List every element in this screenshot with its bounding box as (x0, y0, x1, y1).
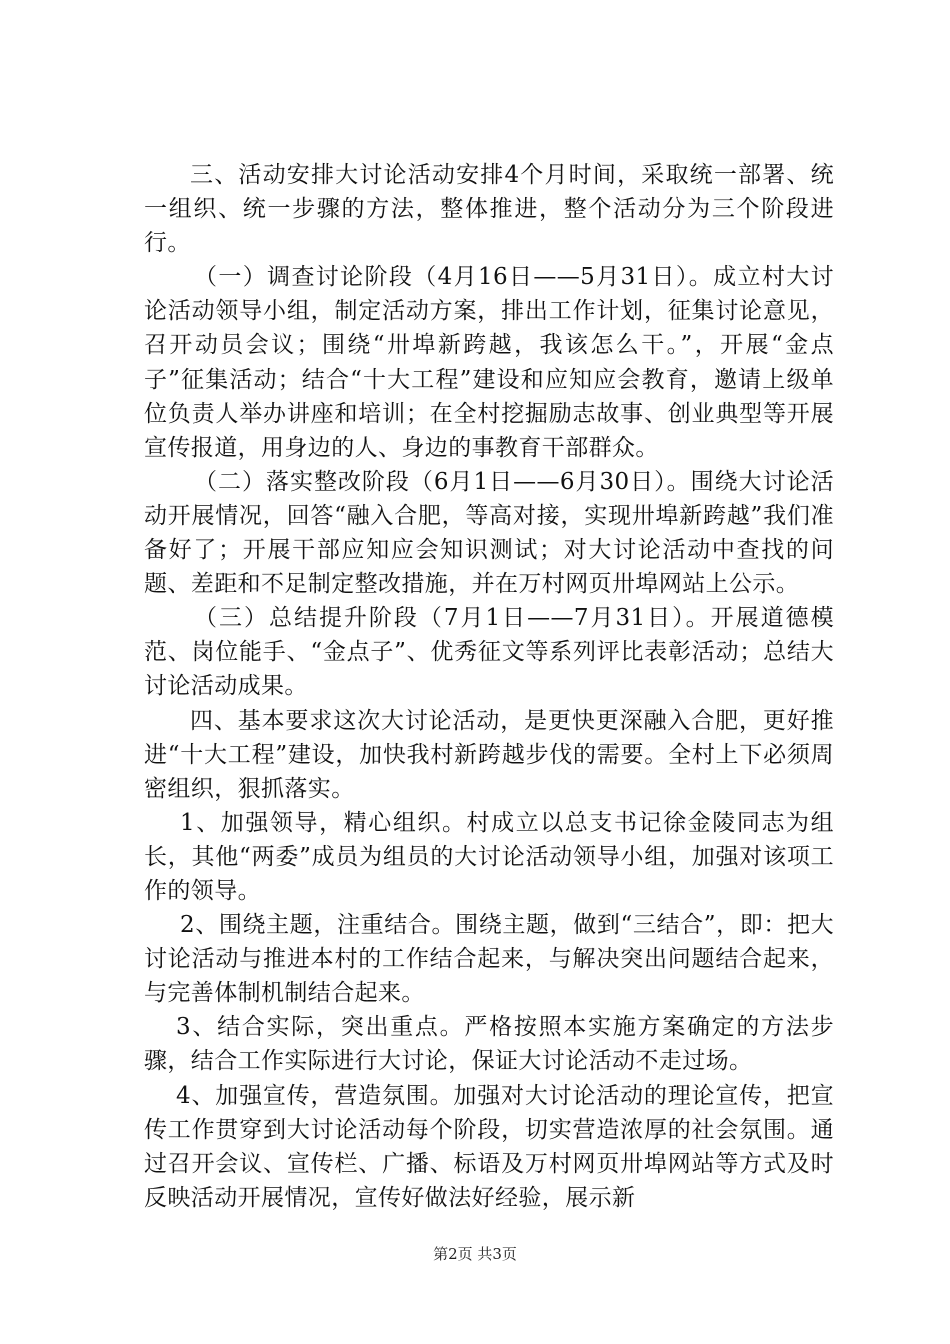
requirement-one-paragraph: 1、加强领导，精心组织。村成立以总支书记徐金陵同志为组长，其他“两委”成员为组员的大讨论活动领导小组，加强对该项工作的领导。 (144, 809, 834, 904)
page-number-footer: 第2页 共3页 (433, 1245, 517, 1263)
stage-three-paragraph: （三）总结提升阶段（7月1日——7月31日）。开展道德模范、岗位能手、“金点子”、优秀征文等系列评比表彰活动；总结大讨论活动成果。 (144, 605, 834, 700)
document-body (144, 158, 834, 1215)
requirement-three-paragraph: 3、结合实际，突出重点。严格按照本实施方案确定的方法步骤，结合工作实际进行大讨论，保证大讨论活动不走过场。 (144, 1014, 834, 1075)
stage-two-paragraph: （二）落实整改阶段（6月1日——6月30日）。围绕大讨论活动开展情况，回答“融入合肥，等高对接，实现卅埠新跨越”我们准备好了；开展干部应知应会知识测试；对大讨论活动中查找的问题、差距和不足制定整改措施，并在万村网页卅埠网站上公示。 (144, 468, 834, 598)
requirement-two-paragraph: 2、围绕主题，注重结合。围绕主题，做到“三结合”，即：把大讨论活动与推进本村的工作结合起来，与解决突出问题结合起来，与完善体制机制结合起来。 (144, 912, 834, 1007)
requirement-four-paragraph: 4、加强宣传，营造氛围。加强对大讨论活动的理论宣传，把宣传工作贯穿到大讨论活动每个阶段，切实营造浓厚的社会氛围。通过召开会议、宣传栏、广播、标语及万村网页卅埠网站等方式及时反映活动开展情况，宣传好做法好经验，展示新 (144, 1082, 834, 1211)
section-three-paragraph: 三、活动安排大讨论活动安排4个月时间，采取统一部署、统一组织、统一步骤的方法，整体推进，整个活动分为三个阶段进行。 (144, 162, 834, 257)
stage-one-paragraph: （一）调查讨论阶段（4月16日——5月31日）。成立村大讨论活动领导小组，制定活动方案，排出工作计划，征集讨论意见，召开动员会议；围绕“卅埠新跨越，我该怎么干。”，开展“金点子”征集活动；结合“十大工程”建设和应知应会教育，邀请上级单位负责人举办讲座和培训；在全村挖掘励志故事、创业典型等开展宣传报道，用身边的人、身边的事教育干部群众。 (144, 264, 834, 461)
section-four-paragraph: 四、基本要求这次大讨论活动，是更快更深融入合肥，更好推进“十大工程”建设，加快我村新跨越步伐的需要。全村上下必须周密组织，狠抓落实。 (144, 707, 834, 802)
